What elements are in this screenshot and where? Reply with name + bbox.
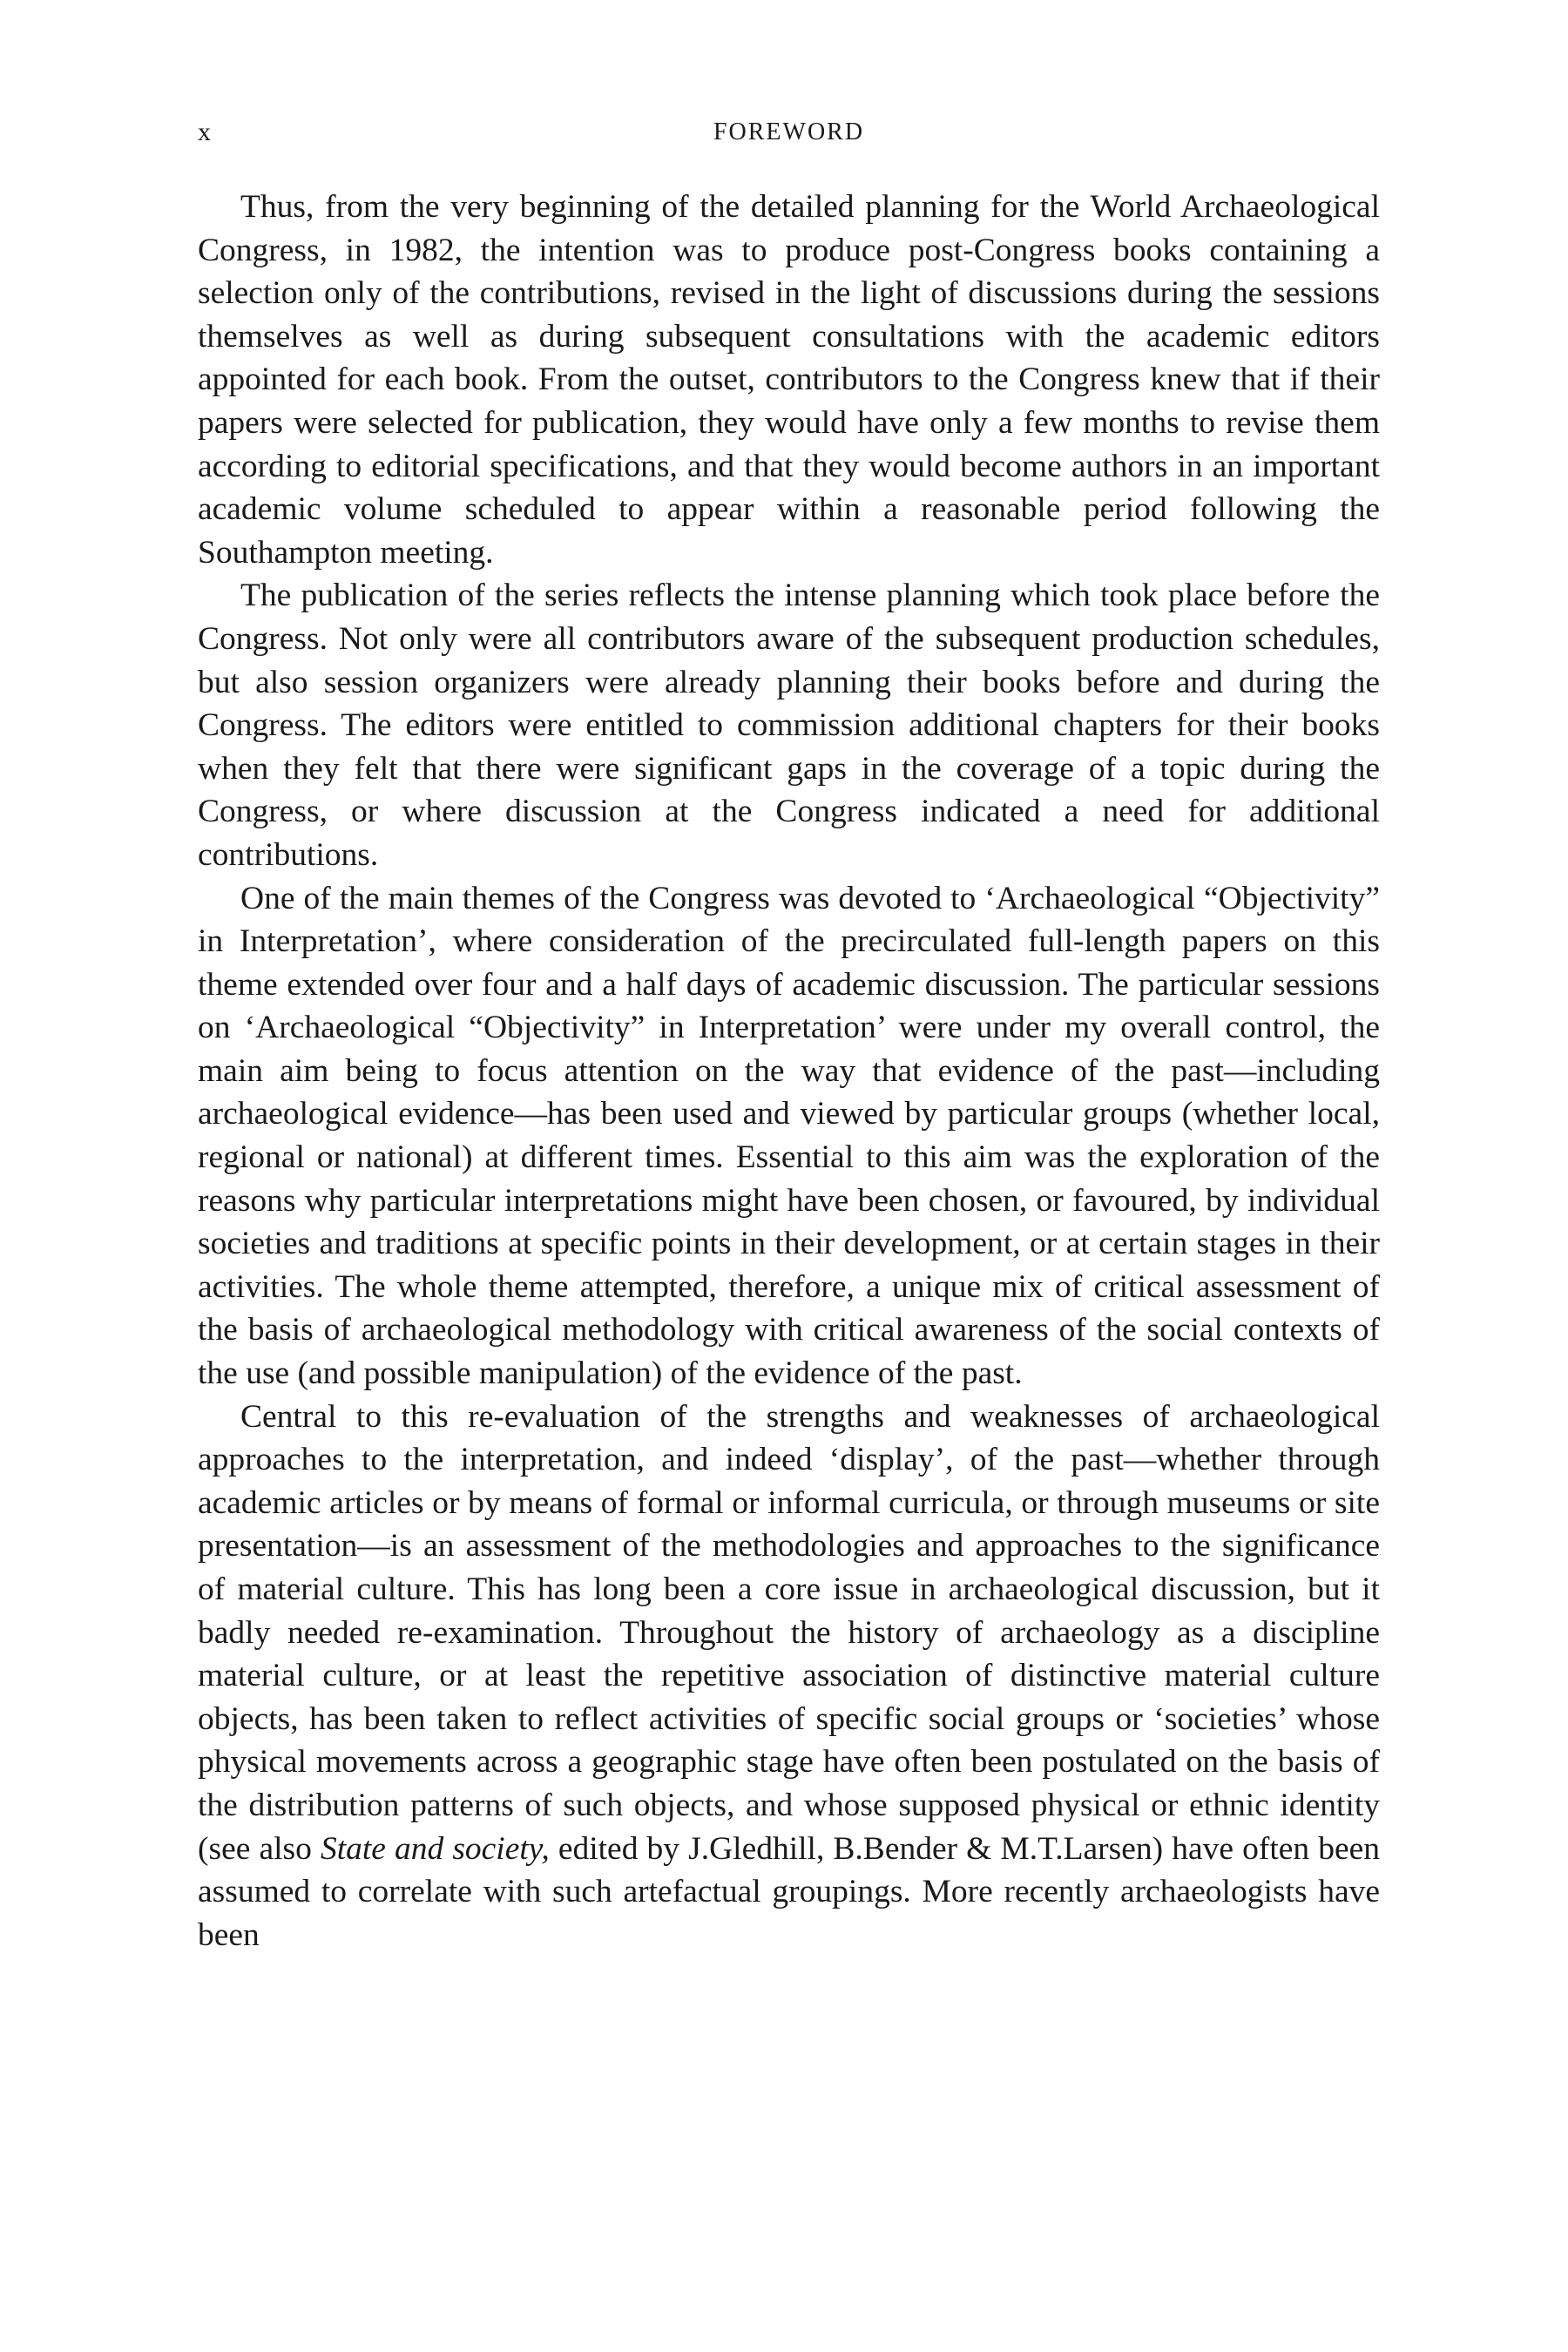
paragraph-4-text-start: Central to this re-evaluation of the strengths and weaknesses of archaeological approaches to the interpretation, and indeed ‘display’, of the past—whether through academic articles or by means of formal or informal curricula, or through museums or site presentation—is an assessment of the methodologies and approaches to the significance of material culture. This has long been a core issue in archaeological discussion, but it badly needed re-examination. Throughout the history of archaeology as a discipline material culture, or at least the repetitive association of distinctive material culture objects, has been taken to reflect activities of specific social groups or ‘societies’ whose physical movements across a geographic stage have often been postulated on the basis of the distribution patterns of such objects, and whose supposed physical or ethnic identity (see also [198,1398,1380,1867]
paragraph-4 [198,1396,1380,1957]
paragraph-3: One of the main themes of the Congress was devoted to ‘Archaeological “Objectivity” in Interpretation’, where consideration of the precirculated full-length papers on this theme extended over four and a half days of academic discussion. The particular sessions on ‘Archaeological “Objectivity” in Interpretation’ were under my overall control, the main aim being to focus attention on the way that evidence of the past—including archaeological evidence—has been used and viewed by particular groups (whether local, regional or national) at different times. Essential to this aim was the exploration of the reasons why particular interpretations might have been chosen, or favoured, by individual societies and traditions at specific points in their development, or at certain stages in their activities. The whole theme attempted, therefore, a unique mix of critical assessment of the basis of archaeological methodology with critical awareness of the social contexts of the use (and possible manipulation) of the evidence of the past. [198,880,1380,1392]
body-text [198,186,1380,1957]
paragraph-1: Thus, from the very beginning of the detailed planning for the World Archaeological Congress, in 1982, the intention was to produce post-Congress books containing a selection only of the contributions, revised in the light of discussions during the sessions themselves as well as during subsequent consultations with the academic editors appointed for each book. From the outset, contributors to the Congress knew that if their papers were selected for publication, they would have only a few months to revise them according to editorial specifications, and that they would become authors in an important academic volume scheduled to appear within a reasonable period following the Southampton meeting. [198,189,1380,571]
page-number: x [198,118,211,146]
paragraph-4-text-end: edited by J.Gledhill, B.Bender & M.T.Larsen) have often been assumed to correlate with such artefactual groupings. More recently archaeologists have been [198,1830,1381,1953]
paragraph-2: The publication of the series reflects the intense planning which took place before the Congress. Not only were all contributors aware of the subsequent production schedules, but also session organizers were already planning their books before and during the Congress. The editors were entitled to commission additional chapters for their books when they felt that there were significant gaps in the coverage of a topic during the Congress, or where discussion at the Congress indicated a need for additional contributions. [198,578,1380,873]
book-title-citation: State and society, [320,1830,550,1867]
running-head [198,115,1380,150]
running-head-title: FOREWORD [713,118,865,145]
